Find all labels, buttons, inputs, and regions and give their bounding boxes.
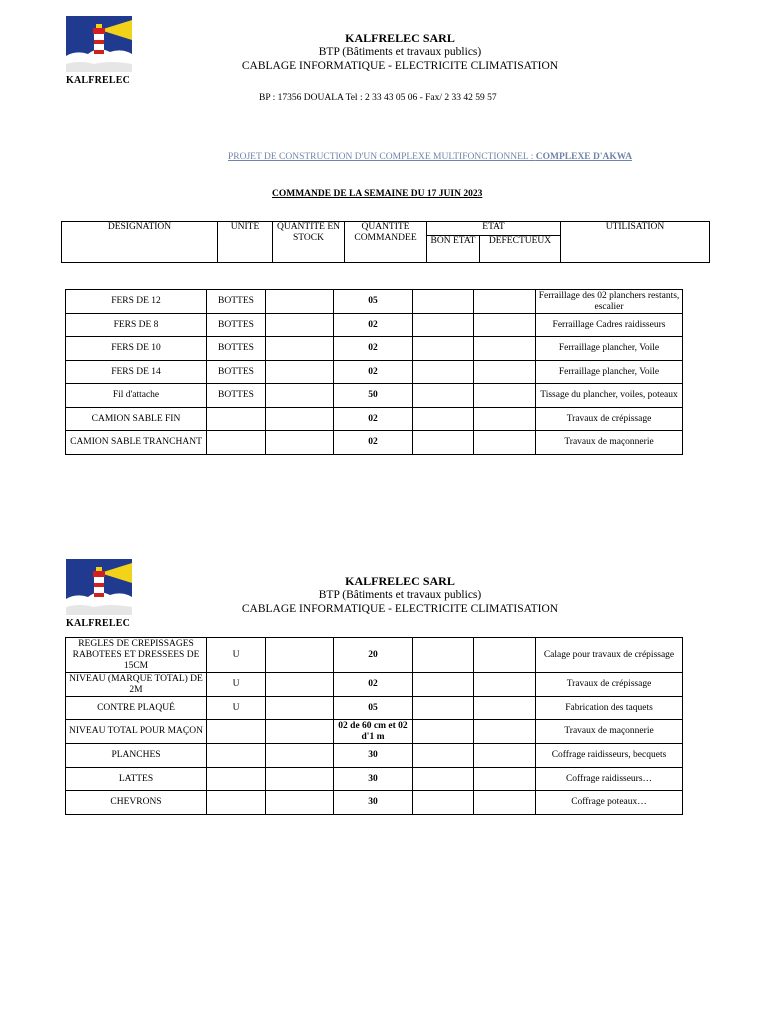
company-line-1-2: BTP (Bâtiments et travaux publics) bbox=[318, 589, 482, 601]
cell-defectueux bbox=[474, 638, 536, 673]
cell-defectueux bbox=[474, 768, 536, 791]
cell-stock bbox=[266, 673, 334, 697]
column-header-table bbox=[61, 221, 710, 263]
table-row bbox=[66, 361, 683, 384]
cell-defectueux bbox=[474, 384, 536, 408]
col-unite: UNITE bbox=[218, 222, 273, 263]
table-row bbox=[66, 337, 683, 361]
cell-designation: FERS DE 12 bbox=[66, 290, 207, 314]
cell-utilisation: Travaux de maçonnerie bbox=[536, 720, 683, 744]
lighthouse-logo-icon bbox=[66, 559, 132, 615]
cell-unite: BOTTES bbox=[207, 314, 266, 337]
cell-defectueux bbox=[474, 791, 536, 815]
cell-defectueux bbox=[474, 431, 536, 455]
company-header-2 bbox=[150, 574, 650, 616]
cell-unite: BOTTES bbox=[207, 337, 266, 361]
cell-bon-etat bbox=[413, 431, 474, 455]
order-table-2-body bbox=[66, 638, 683, 815]
cell-defectueux bbox=[474, 337, 536, 361]
cell-bon-etat bbox=[413, 744, 474, 768]
cell-quantite-commandee: 30 bbox=[334, 744, 413, 768]
table-row bbox=[66, 720, 683, 744]
col-stock: QUANTITE EN STOCK bbox=[273, 222, 345, 263]
cell-utilisation: Coffrage raidisseurs, becquets bbox=[536, 744, 683, 768]
cell-utilisation: Fabrication des taquets bbox=[536, 697, 683, 720]
col-defectueux: DEFECTUEUX bbox=[480, 236, 561, 263]
cell-defectueux bbox=[474, 720, 536, 744]
project-prefix: PROJET DE CONSTRUCTION D'UN COMPLEXE MULTIFONCTIONNEL : bbox=[228, 152, 536, 162]
cell-utilisation: Tissage du plancher, voiles, poteaux bbox=[536, 384, 683, 408]
cell-designation: CAMION SABLE TRANCHANT bbox=[66, 431, 207, 455]
col-bon-etat: BON ETAT bbox=[427, 236, 480, 263]
cell-designation: PLANCHES bbox=[66, 744, 207, 768]
cell-stock bbox=[266, 337, 334, 361]
cell-bon-etat bbox=[413, 768, 474, 791]
cell-defectueux bbox=[474, 361, 536, 384]
order-title: COMMANDE DE LA SEMAINE DU 17 JUIN 2023 bbox=[272, 189, 483, 199]
cell-defectueux bbox=[474, 314, 536, 337]
cell-designation: FERS DE 14 bbox=[66, 361, 207, 384]
project-name: COMPLEXE D'AKWA bbox=[535, 152, 633, 162]
cell-designation: FERS DE 8 bbox=[66, 314, 207, 337]
table-row bbox=[66, 384, 683, 408]
cell-quantite-commandee: 02 bbox=[334, 673, 413, 697]
cell-unite bbox=[207, 791, 266, 815]
cell-quantite-commandee: 05 bbox=[334, 697, 413, 720]
company-header bbox=[150, 31, 650, 73]
cell-utilisation: Ferraillage Cadres raidisseurs bbox=[536, 314, 683, 337]
cell-defectueux bbox=[474, 673, 536, 697]
col-utilisation: UTILISATION bbox=[561, 222, 710, 263]
cell-stock bbox=[266, 314, 334, 337]
cell-unite bbox=[207, 431, 266, 455]
cell-quantite-commandee: 02 bbox=[334, 337, 413, 361]
cell-bon-etat bbox=[413, 791, 474, 815]
logo-text-2: KALFRELEC bbox=[66, 618, 131, 629]
cell-bon-etat bbox=[413, 361, 474, 384]
table-row bbox=[66, 638, 683, 673]
cell-designation: CONTRE PLAQUÉ bbox=[66, 697, 207, 720]
cell-utilisation: Travaux de maçonnerie bbox=[536, 431, 683, 455]
cell-quantite-commandee: 02 de 60 cm et 02 d'1 m bbox=[334, 720, 413, 744]
cell-bon-etat bbox=[413, 720, 474, 744]
cell-bon-etat bbox=[413, 337, 474, 361]
company-line-1: BTP (Bâtiments et travaux publics) bbox=[318, 46, 482, 58]
cell-designation: NIVEAU TOTAL POUR MAÇON bbox=[66, 720, 207, 744]
order-table-2 bbox=[65, 637, 683, 815]
cell-stock bbox=[266, 720, 334, 744]
cell-unite: U bbox=[207, 673, 266, 697]
lighthouse-logo-icon bbox=[66, 16, 132, 72]
company-logo bbox=[66, 16, 132, 86]
cell-defectueux bbox=[474, 408, 536, 431]
cell-utilisation: Travaux de crépissage bbox=[536, 673, 683, 697]
cell-bon-etat bbox=[413, 697, 474, 720]
cell-quantite-commandee: 30 bbox=[334, 791, 413, 815]
cell-defectueux bbox=[474, 290, 536, 314]
cell-unite bbox=[207, 720, 266, 744]
cell-utilisation: Travaux de crépissage bbox=[536, 408, 683, 431]
cell-designation: REGLES DE CREPISSAGES RABOTEES ET DRESSEES DE 15CM bbox=[66, 638, 207, 673]
cell-stock bbox=[266, 697, 334, 720]
cell-designation: CHEVRONS bbox=[66, 791, 207, 815]
col-etat: ETAT bbox=[427, 222, 561, 236]
cell-stock bbox=[266, 290, 334, 314]
cell-stock bbox=[266, 638, 334, 673]
cell-designation: FERS DE 10 bbox=[66, 337, 207, 361]
cell-utilisation: Calage pour travaux de crépissage bbox=[536, 638, 683, 673]
col-designation: DESIGNATION bbox=[62, 222, 218, 263]
cell-bon-etat bbox=[413, 673, 474, 697]
cell-unite: BOTTES bbox=[207, 384, 266, 408]
cell-unite: U bbox=[207, 697, 266, 720]
cell-utilisation: Ferraillage plancher, Voile bbox=[536, 361, 683, 384]
order-table-1-body bbox=[66, 290, 683, 455]
cell-stock bbox=[266, 384, 334, 408]
cell-unite: BOTTES bbox=[207, 361, 266, 384]
cell-unite bbox=[207, 744, 266, 768]
cell-stock bbox=[266, 408, 334, 431]
company-line-2: CABLAGE INFORMATIQUE - ELECTRICITE CLIMATISATION bbox=[241, 60, 559, 72]
col-commandee: QUANTITE COMMANDEE bbox=[345, 222, 427, 263]
table-row bbox=[66, 768, 683, 791]
cell-bon-etat bbox=[413, 638, 474, 673]
cell-quantite-commandee: 02 bbox=[334, 361, 413, 384]
project-title bbox=[228, 152, 632, 162]
logo-text: KALFRELEC bbox=[66, 75, 131, 86]
cell-defectueux bbox=[474, 697, 536, 720]
company-line-2-2: CABLAGE INFORMATIQUE - ELECTRICITE CLIMATISATION bbox=[241, 603, 559, 615]
table-row bbox=[66, 791, 683, 815]
table-row bbox=[66, 431, 683, 455]
table-row bbox=[66, 744, 683, 768]
cell-utilisation: Ferraillage des 02 planchers restants, escalier bbox=[536, 290, 683, 314]
company-logo-2 bbox=[66, 559, 132, 629]
cell-utilisation: Ferraillage plancher, Voile bbox=[536, 337, 683, 361]
cell-stock bbox=[266, 744, 334, 768]
cell-unite: BOTTES bbox=[207, 290, 266, 314]
cell-designation: NIVEAU (MARQUE TOTAL) DE 2M bbox=[66, 673, 207, 697]
table-row bbox=[66, 408, 683, 431]
cell-quantite-commandee: 30 bbox=[334, 768, 413, 791]
company-name-2: KALFRELEC SARL bbox=[345, 574, 455, 588]
cell-quantite-commandee: 02 bbox=[334, 431, 413, 455]
cell-quantite-commandee: 02 bbox=[334, 408, 413, 431]
cell-designation: Fil d'attache bbox=[66, 384, 207, 408]
cell-quantite-commandee: 05 bbox=[334, 290, 413, 314]
cell-designation: LATTES bbox=[66, 768, 207, 791]
company-name: KALFRELEC SARL bbox=[345, 31, 455, 45]
cell-bon-etat bbox=[413, 290, 474, 314]
table-row bbox=[66, 673, 683, 697]
cell-quantite-commandee: 20 bbox=[334, 638, 413, 673]
cell-stock bbox=[266, 791, 334, 815]
cell-bon-etat bbox=[413, 408, 474, 431]
cell-stock bbox=[266, 431, 334, 455]
cell-unite: U bbox=[207, 638, 266, 673]
cell-stock bbox=[266, 361, 334, 384]
cell-utilisation: Coffrage raidisseurs… bbox=[536, 768, 683, 791]
cell-unite bbox=[207, 768, 266, 791]
table-row bbox=[66, 697, 683, 720]
company-contact: BP : 17356 DOUALA Tel : 2 33 43 05 06 - Fax/ 2 33 42 59 57 bbox=[259, 93, 497, 103]
order-table-1 bbox=[65, 289, 683, 455]
cell-defectueux bbox=[474, 744, 536, 768]
cell-quantite-commandee: 50 bbox=[334, 384, 413, 408]
cell-bon-etat bbox=[413, 314, 474, 337]
table-row bbox=[66, 290, 683, 314]
table-row bbox=[66, 314, 683, 337]
cell-designation: CAMION SABLE FIN bbox=[66, 408, 207, 431]
cell-stock bbox=[266, 768, 334, 791]
cell-utilisation: Coffrage poteaux… bbox=[536, 791, 683, 815]
cell-quantite-commandee: 02 bbox=[334, 314, 413, 337]
cell-bon-etat bbox=[413, 384, 474, 408]
cell-unite bbox=[207, 408, 266, 431]
